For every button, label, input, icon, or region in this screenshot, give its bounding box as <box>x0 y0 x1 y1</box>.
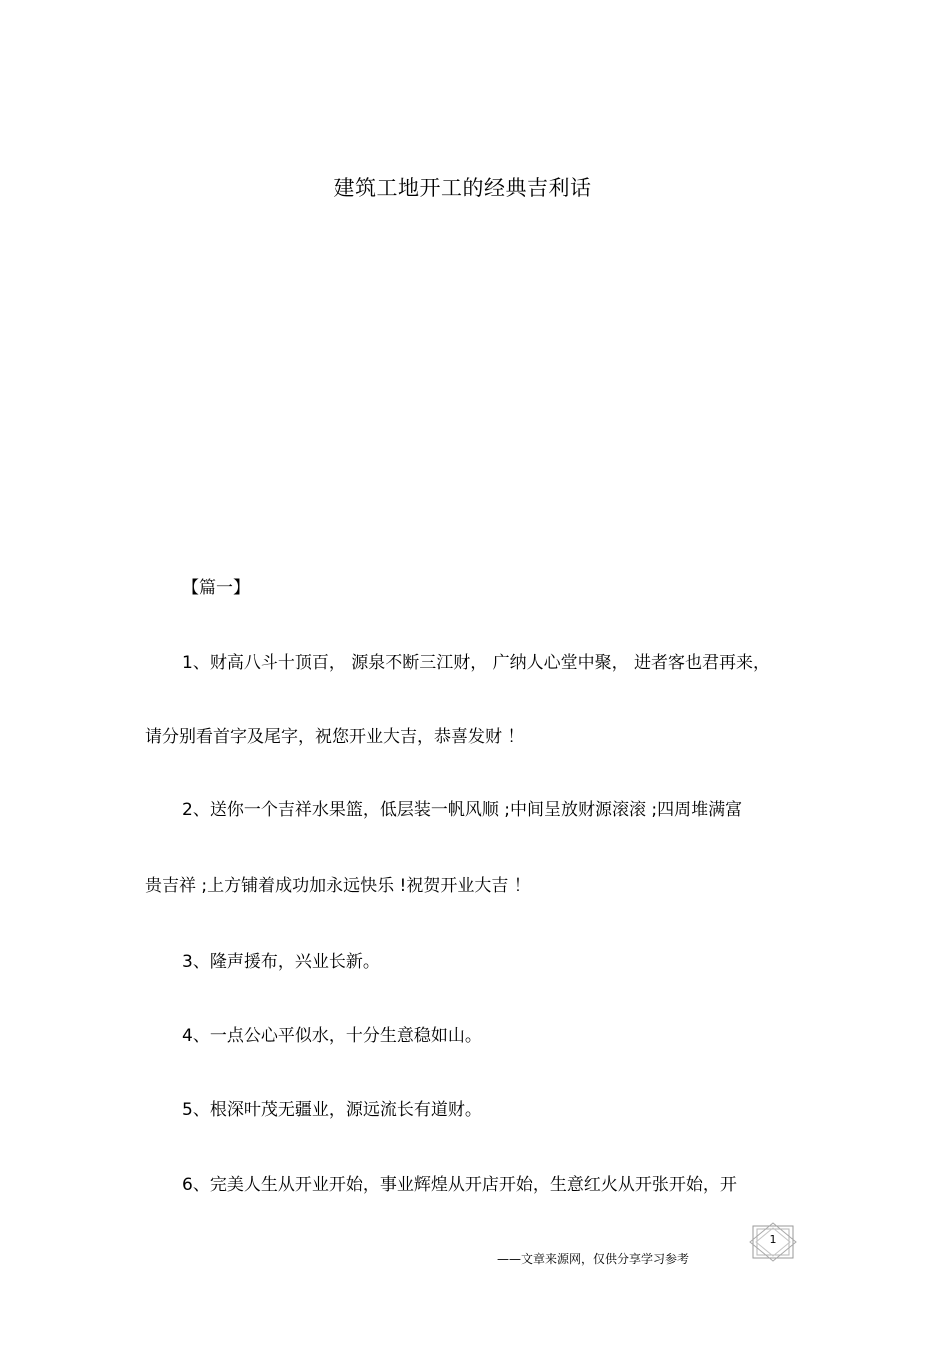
section-label: 【篇一】 <box>182 578 250 598</box>
document-title: 建筑工地开工的经典吉利话 <box>333 176 592 200</box>
paragraph-line: 2、送你一个吉祥水果篮，低层装一帆风顺 ;中间呈放财源滚滚 ;四周堆满富 <box>182 800 743 820</box>
paragraph-line: 6、完美人生从开业开始，事业辉煌从开店开始，生意红火从开张开始，开 <box>182 1175 737 1195</box>
paragraph-line: 3、隆声援布，兴业长新。 <box>182 952 380 972</box>
paragraph-line: 请分别看首字及尾字，祝您开业大吉，恭喜发财 ！ <box>145 727 525 747</box>
footer-source-note: ——文章来源网，仅供分享学习参考 <box>497 1252 690 1266</box>
paragraph-line: 4、一点公心平似水，十分生意稳如山。 <box>182 1026 482 1046</box>
page-number: 1 <box>769 1233 777 1246</box>
paragraph-line: 5、根深叶茂无疆业，源远流长有道财。 <box>182 1100 482 1120</box>
paragraph-line: 1、财高八斗十顶百， 源泉不断三江财， 广纳人心堂中聚， 进者客也君再来， <box>182 653 771 673</box>
paragraph-line: 贵吉祥 ;上方铺着成功加永远快乐 !祝贺开业大吉 ！ <box>145 876 531 896</box>
